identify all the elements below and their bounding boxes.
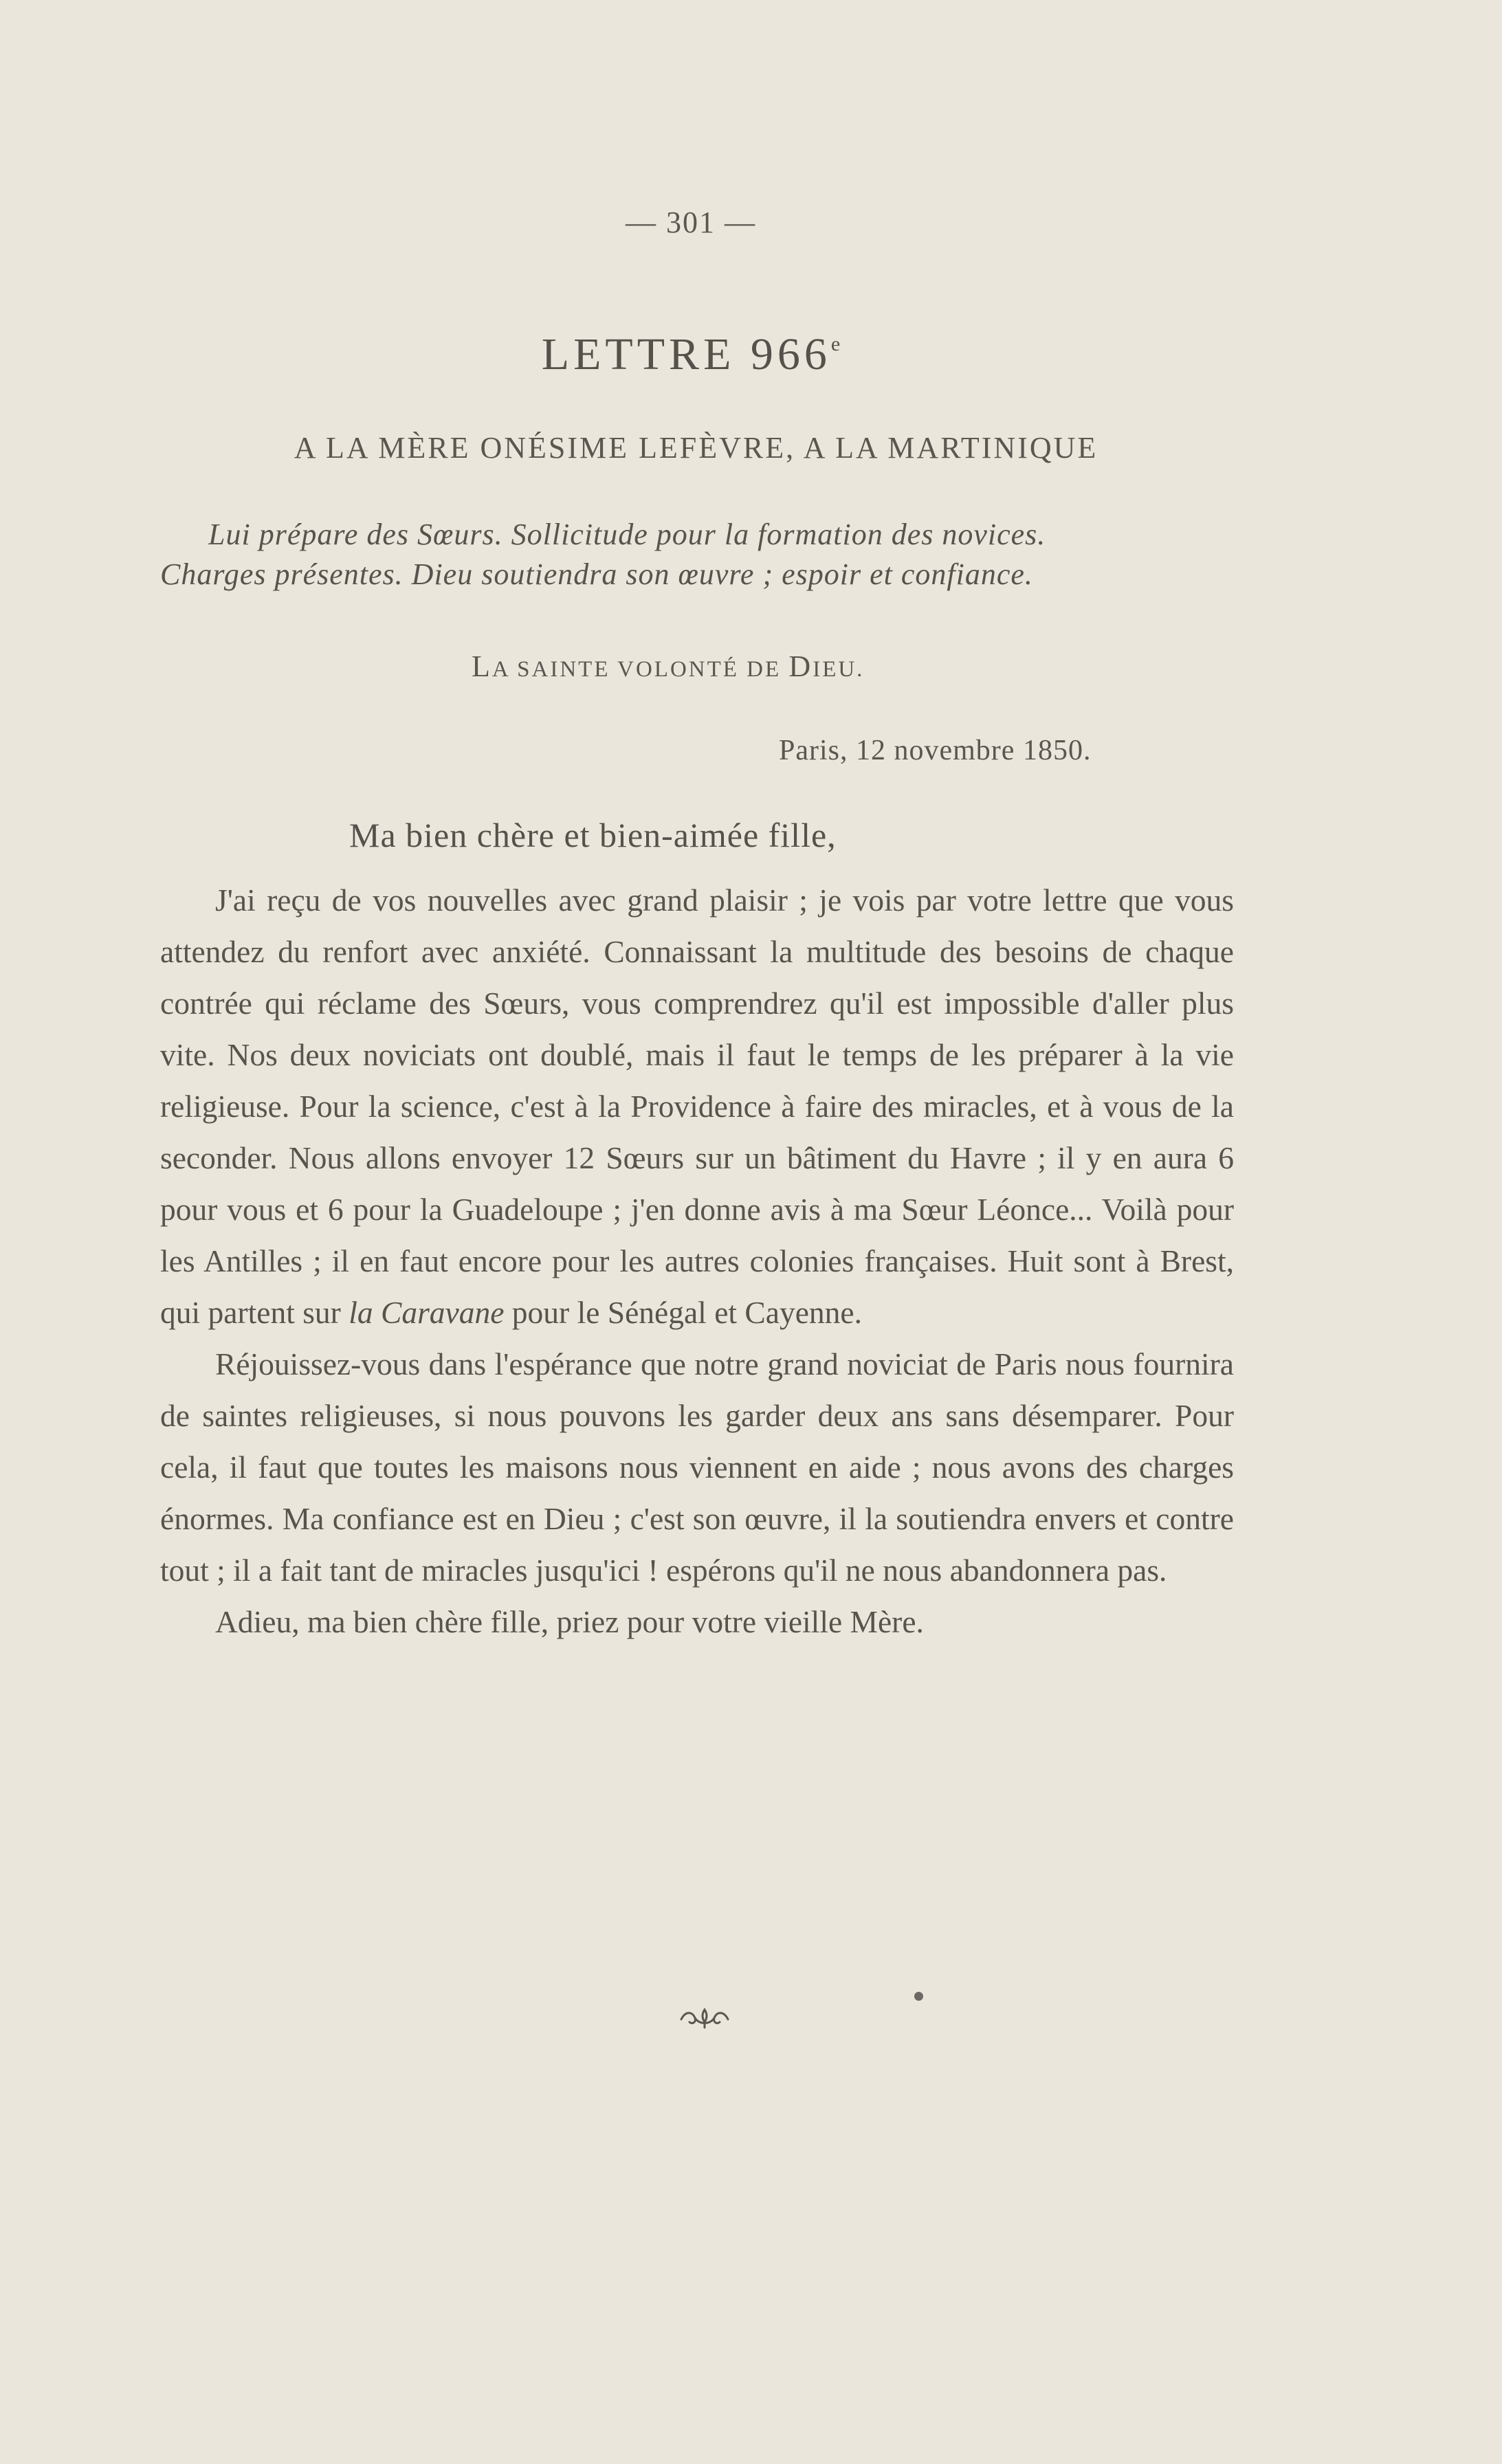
salutation: Ma bien chère et bien-aimée fille, [349, 816, 837, 854]
letter-title-text: LETTRE 966 [541, 329, 831, 379]
dateline: Paris, 12 novembre 1850. [779, 735, 1092, 766]
motto [472, 649, 864, 684]
motto-small-1: A SAINTE VOLONTÉ DE [492, 657, 789, 682]
paragraph-2: Réjouissez-vous dans l'espérance que notre grand noviciat de Paris nous fournira de saintes religieuses, si nous pouvons les garder deux ans sans désemparer. Pour cela, il faut que toutes les maisons nous viennent en aide ; nous avons des charges énormes. Ma confiance est en Dieu ; c'est son œuvre, il la soutiendra envers et contre tout ; il a fait tant de miracles jusqu'ici ! espérons qu'il ne nous abandonnera pas. [160, 1346, 1234, 1588]
paragraph-closing: Adieu, ma bien chère fille, priez pour votre vieille Mère. [215, 1604, 924, 1639]
letter-title-suffix: e [830, 333, 841, 355]
letter-recipient: A LA MÈRE ONÉSIME LEFÈVRE, A LA MARTINIQUE [294, 431, 1098, 465]
summary-line-1: Lui prépare des Sœurs. Sollicitude pour la formation des novices. [208, 518, 1046, 551]
letter-title [0, 329, 1382, 381]
motto-cap-1: L [472, 650, 492, 683]
paragraph-1-text-b: pour le Sénégal et Cayenne. [504, 1295, 862, 1330]
paragraph-1-text-a: J'ai reçu de vos nouvelles avec grand plaisir ; je vois par votre lettre que vous attendez du renfort avec anxiété. Connaissant la multitude des besoins de chaque contrée qui réclame des Sœurs, vous comprendrez qu'il est impossible d'aller plus vite. Nos deux noviciats ont doublé, mais il faut le temps de les préparer à la vie religieuse. Pour la science, c'est à la Providence à faire des miracles, et à vous de la seconder. Nous allons envoyer 12 Sœurs sur un bâtiment du Havre ; il y en aura 6 pour vous et 6 pour la Guadeloupe ; j'en donne avis à ma Sœur Léonce... Voilà pour les Antilles ; il en faut encore pour les autres colonies françaises. Huit sont à Brest, qui partent sur [160, 883, 1234, 1330]
paragraph-1 [160, 874, 1234, 1338]
ink-speck [914, 1992, 923, 2001]
motto-small-2: IEU. [813, 657, 865, 682]
letter-body [160, 874, 1234, 1647]
motto-cap-2: D [788, 650, 813, 683]
summary-line-2: Charges présentes. Dieu soutiendra son œuvre ; espoir et confiance. [160, 557, 1033, 591]
fleuron-ornament-icon [677, 2004, 732, 2032]
ship-name: la Caravane [349, 1295, 505, 1330]
page-number: — 301 — [626, 206, 756, 239]
